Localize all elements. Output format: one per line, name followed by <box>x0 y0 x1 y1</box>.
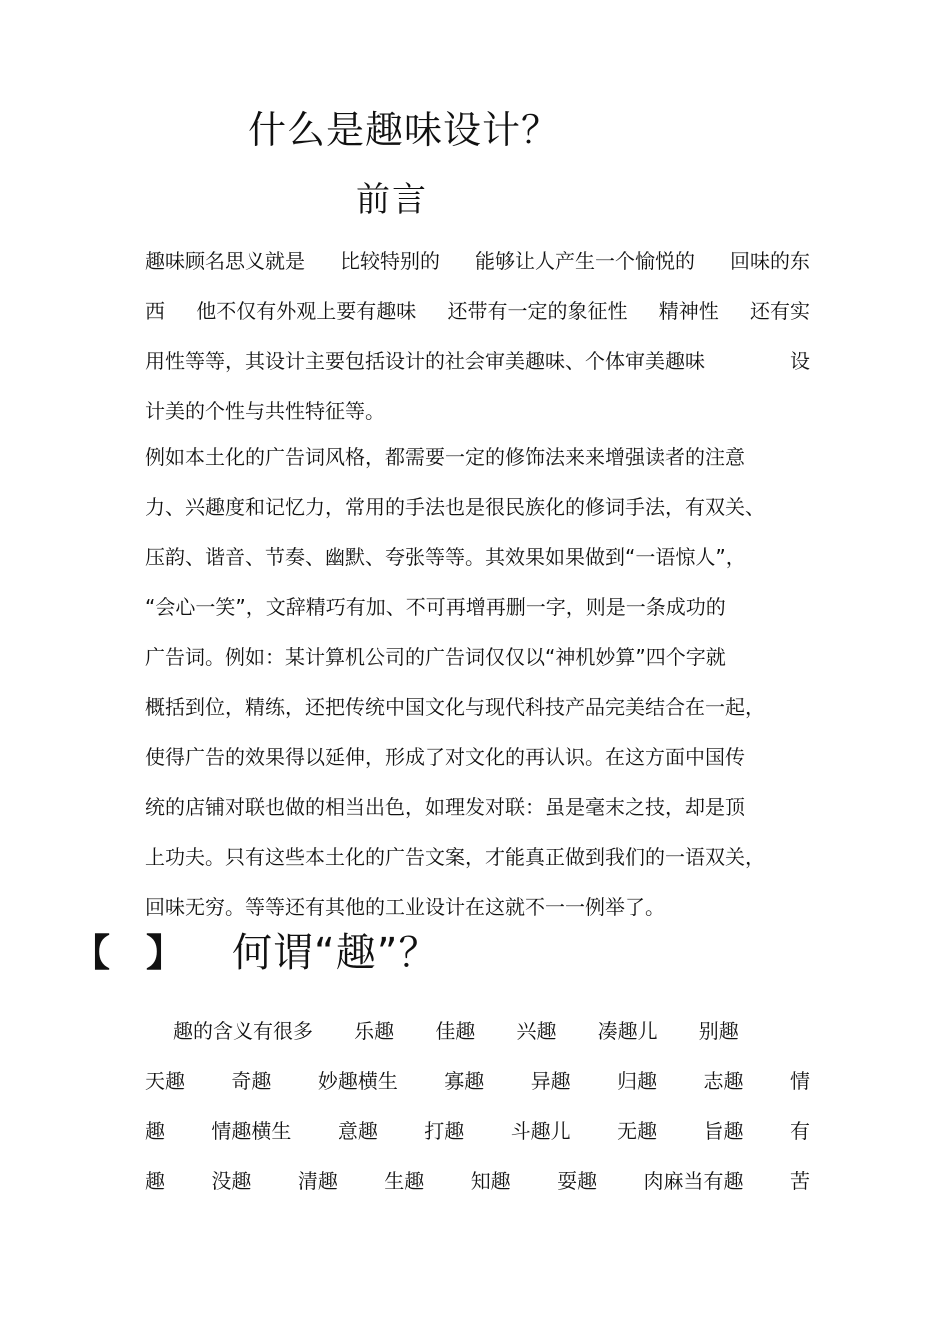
word-item: 打趣 <box>424 1119 465 1143</box>
meaning-line <box>145 1056 810 1106</box>
meaning-line <box>145 1106 810 1156</box>
example-line <box>145 632 810 682</box>
word-item: 天趣 <box>145 1069 185 1093</box>
text-segment: 还有实 <box>750 299 810 323</box>
intro-line <box>145 386 810 436</box>
word-item: 寡趣 <box>444 1069 485 1093</box>
intro-line <box>145 286 810 336</box>
example-line <box>145 682 810 732</box>
text-segment: 力、兴趣度和记忆力，常用的手法也是很民族化的修词手法，有双关、 <box>145 495 765 519</box>
text-segment: 设 <box>790 349 810 373</box>
text-segment: 计美的个性与共性特征等。 <box>145 399 385 423</box>
word-item: 肉麻当有趣 <box>643 1169 744 1193</box>
word-item: 情 <box>789 1069 810 1093</box>
text-segment: 精神性 <box>658 299 719 323</box>
word-item: 情趣横生 <box>211 1119 292 1143</box>
word-item: 趣 <box>145 1169 165 1193</box>
word-item: 斗趣儿 <box>510 1119 571 1143</box>
word-item: 佳趣 <box>435 1019 476 1043</box>
word-item: 乐趣 <box>354 1019 395 1043</box>
text-segment: 西 <box>145 299 165 323</box>
meaning-line <box>145 1156 810 1206</box>
word-item: 妙趣横生 <box>317 1069 398 1093</box>
intro-paragraph <box>145 236 810 436</box>
word-item: 旨趣 <box>703 1119 744 1143</box>
text-segment: 趣味顾名思义就是 <box>145 249 305 273</box>
text-segment: 用性等等，其设计主要包括设计的社会审美趣味、个体审美趣味 <box>145 349 705 373</box>
word-item: 清趣 <box>297 1169 338 1193</box>
page-subtitle: 前言 <box>356 180 428 220</box>
intro-line <box>145 336 810 386</box>
bracket-close: 】 <box>146 931 185 975</box>
example-line <box>145 482 810 532</box>
text-segment: 还带有一定的象征性 <box>447 299 628 323</box>
example-line <box>145 832 810 882</box>
text-segment: 他不仅有外观上要有趣味 <box>196 299 417 323</box>
word-item: 志趣 <box>703 1069 744 1093</box>
word-item: 别趣 <box>698 1019 739 1043</box>
section-heading-text: 何谓“趣”？ <box>232 930 440 976</box>
text-segment: 回味无穷。等等还有其他的工业设计在这就不一一例举了。 <box>145 895 665 919</box>
word-item: 无趣 <box>617 1119 658 1143</box>
text-segment: 概括到位，精练，还把传统中国文化与现代科技产品完美结合在一起， <box>145 695 765 719</box>
text-segment: 使得广告的效果得以延伸，形成了对文化的再认识。在这方面中国传 <box>145 745 745 769</box>
word-item: 凑趣儿 <box>597 1019 658 1043</box>
word-item: 归趣 <box>617 1069 658 1093</box>
word-item: 奇趣 <box>231 1069 272 1093</box>
word-item: 生趣 <box>384 1169 425 1193</box>
example-line <box>145 882 810 932</box>
word-item: 苦 <box>789 1169 810 1193</box>
bracket-open: 【 <box>72 931 111 975</box>
text-segment: 能够让人产生一个愉悦的 <box>475 249 695 273</box>
word-item: 异趣 <box>530 1069 571 1093</box>
example-line <box>145 782 810 832</box>
example-line <box>145 532 810 582</box>
text-segment: 统的店铺对联也做的相当出色，如理发对联：虽是毫末之技，却是顶 <box>145 795 745 819</box>
word-item: 没趣 <box>211 1169 252 1193</box>
text-segment: 压韵、谐音、节奏、幽默、夸张等等。其效果如果做到“一语惊人”， <box>145 545 746 569</box>
example-line <box>145 732 810 782</box>
word-item: 兴趣 <box>516 1019 557 1043</box>
text-segment: 例如本土化的广告词风格，都需要一定的修饰法来来增强读者的注意 <box>145 445 745 469</box>
example-paragraph <box>145 432 810 932</box>
intro-line <box>145 236 810 286</box>
text-segment: 上功夫。只有这些本土化的广告文案，才能真正做到我们的一语双关， <box>145 845 765 869</box>
word-item: 有 <box>789 1119 810 1143</box>
meaning-line <box>145 1006 810 1056</box>
word-item: 趣的含义有很多 <box>173 1019 313 1043</box>
example-line <box>145 432 810 482</box>
word-item: 意趣 <box>337 1119 378 1143</box>
text-segment: 比较特别的 <box>340 249 440 273</box>
word-item: 耍趣 <box>557 1169 598 1193</box>
page-title: 什么是趣味设计？ <box>248 108 561 152</box>
word-item: 趣 <box>145 1119 165 1143</box>
text-segment: “会心一笑”，文辞精巧有加、不可再增再删一字，则是一条成功的 <box>145 595 726 619</box>
meaning-paragraph <box>145 1006 810 1206</box>
section-heading <box>72 926 439 980</box>
text-segment: 回味的东 <box>730 249 810 273</box>
word-item: 知趣 <box>470 1169 511 1193</box>
text-segment: 广告词。例如：某计算机公司的广告词仅仅以“神机妙算”四个字就 <box>145 645 726 669</box>
example-line <box>145 582 810 632</box>
